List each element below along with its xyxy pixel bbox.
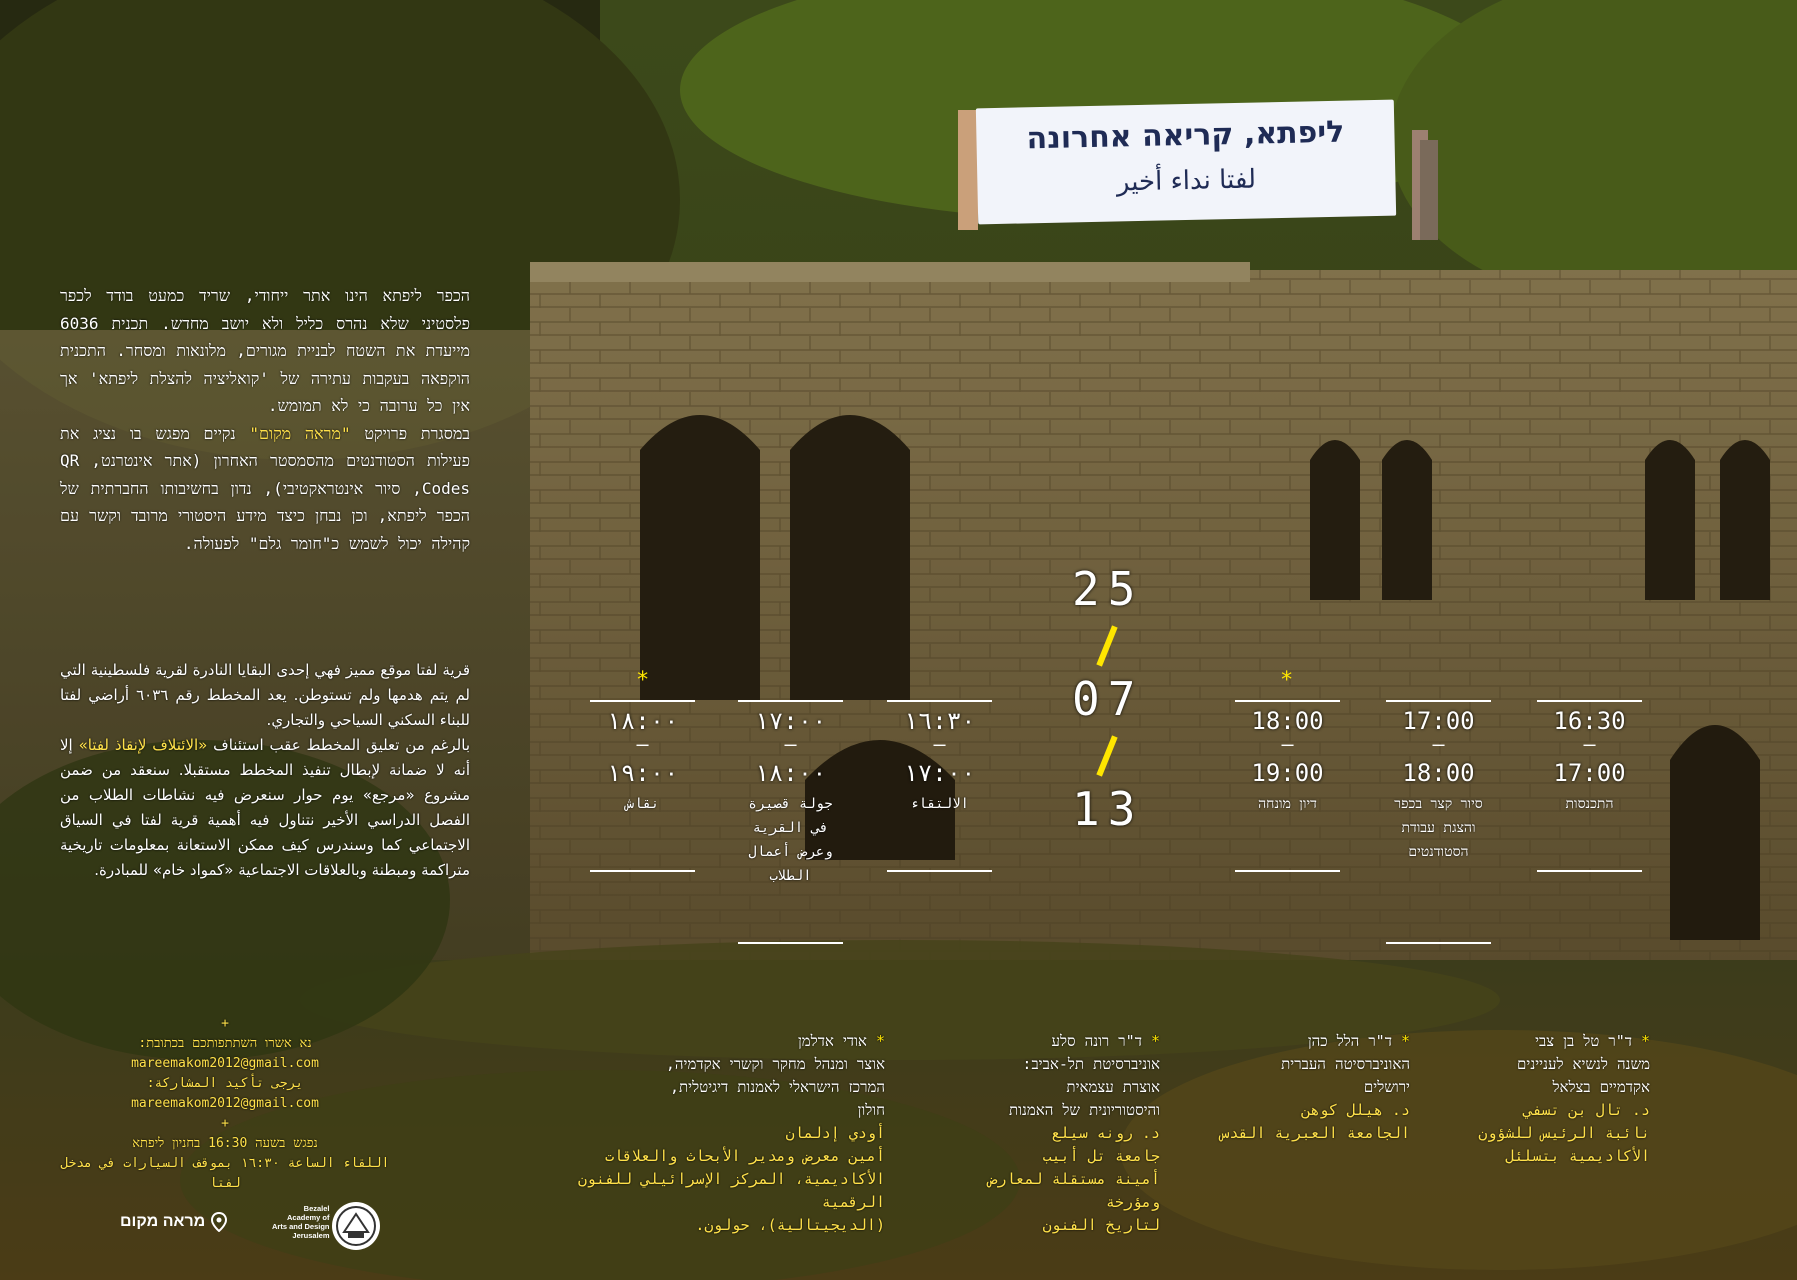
top-rule xyxy=(738,700,843,702)
activity-label: جولة قصيرة في القرية وعرض أعمال الطلاب xyxy=(748,796,833,884)
end-time: ١٧:٠٠ xyxy=(903,759,976,787)
speaker-role: המרכז הישראלי לאמנות דיגיטלית, xyxy=(670,1078,885,1096)
bezalel-logo-text xyxy=(272,1204,330,1240)
intro-arabic xyxy=(60,658,470,883)
end-time: ١٩:٠٠ xyxy=(606,759,679,787)
rsvp-block xyxy=(60,1014,390,1194)
speaker-block xyxy=(1200,1030,1410,1145)
bottom-rule xyxy=(887,870,992,872)
schedule-arabic-item xyxy=(738,700,843,888)
speaker-role-arabic: نائبة الرئيس للشؤون xyxy=(1478,1124,1650,1142)
intro-hebrew-p2b: נקיים מפגש בו נציג את פעילות הסטודנטים מהסמסטר האחרון (אתר אינטרנט, QR Codes, סיור אינטראקטיבי), נדון בחשיבותו החברתית של הכפר ליפתא, וכן נבחן כיצד מידע היסטורי מרובד וקשר עם קהילה יכול לשמש כ"חומר גלם" לפעולה. xyxy=(60,423,470,553)
speaker-role-arabic: (الديجيتالية)، حولون. xyxy=(695,1216,885,1234)
speaker-role-arabic: أودي إدلمان xyxy=(785,1124,885,1142)
academy-line: Arts and Design xyxy=(272,1222,330,1231)
speaker-role-arabic: د. تال بن تسفي xyxy=(1523,1101,1650,1119)
rsvp-email-link[interactable]: mareemakom2012@gmail.com xyxy=(131,1056,319,1071)
schedule-hebrew-item xyxy=(1235,700,1340,816)
speaker-name: ד"ר רונה סלע xyxy=(1051,1032,1142,1050)
bottom-rule xyxy=(1386,942,1491,944)
intro-arabic-p2b: إلا أنه لا ضمانة لإبطال تنفيذ المخطط مستقبلا. سنعقد من ضمن مشروع «مرجع» يوم حوار سنعرض فيه نشاطات الطلاب من الفصل الدراسي الأخير نتناول فيه أهمية قرية لفتا في السياق الاجتماعي كما وسندرس كيف ممكن الاستعانة بمعلومات تاريخية متراكمة ومبطنة وبالعلاقات الاجتماعية «كمواد خام» للمبادرة. xyxy=(60,736,470,879)
time-dash: – xyxy=(1281,732,1294,756)
date-year: 13 xyxy=(1072,782,1144,836)
speaker-role-arabic: الأكاديمية، المركز الإسرائيلي للفنون الرقمية xyxy=(577,1170,885,1211)
end-time: 19:00 xyxy=(1251,759,1324,787)
bottom-rule xyxy=(1537,870,1642,872)
speaker-role-arabic: د. هيلل كوهن xyxy=(1301,1101,1410,1119)
bottom-rule xyxy=(1235,870,1340,872)
speaker-block xyxy=(930,1030,1160,1237)
time-dash: – xyxy=(933,732,946,756)
speaker-role: האוניברסיטה העברית xyxy=(1281,1055,1410,1073)
intro-hebrew-p1: הכפר ליפתא הינו אתר ייחודי, שריד כמעט בודד לכפר פלסטיני שלא נהרס כליל ולא יושב מחדש. תכנית 6036 מייעדת את השטח לבניית מגורים, מלונאות ומסחר. התכנית הוקפאה בעקבות עתירה של 'קואליציה להצלת ליפתא' אך אין כל ערובה כי לא תמומש. xyxy=(60,286,470,415)
activity-label: סיור קצר בכפר והצגת עבודת הסטודנטים xyxy=(1394,796,1483,860)
speaker-name: ד"ר טל בן צבי xyxy=(1535,1032,1632,1050)
star-marker: * xyxy=(636,668,650,693)
end-time: 17:00 xyxy=(1553,759,1626,787)
activity-label: نقاش xyxy=(625,796,660,812)
start-time: 17:00 xyxy=(1402,707,1475,735)
meeting-hebrew: נפגש בשעה 16:30 בחניון ליפתא xyxy=(132,1136,318,1151)
speaker-role: אוצרת עצמאית xyxy=(1066,1078,1160,1096)
academy-line: Jerusalem xyxy=(292,1231,330,1240)
schedule-hebrew-item xyxy=(1386,700,1491,864)
top-rule xyxy=(1537,700,1642,702)
project-logo xyxy=(120,1212,227,1232)
top-rule xyxy=(1386,700,1491,702)
academy-line: Academy of xyxy=(287,1213,330,1222)
time-dash: – xyxy=(784,732,797,756)
speaker-role-arabic: الأكاديمية بتسلئل xyxy=(1505,1147,1650,1165)
plus-divider-2: + xyxy=(221,1116,229,1131)
time-dash: – xyxy=(1583,732,1596,756)
top-rule xyxy=(1235,700,1340,702)
top-rule xyxy=(887,700,992,702)
star-marker: * xyxy=(1400,1032,1410,1050)
time-dash: – xyxy=(1432,732,1445,756)
coalition-highlight: «الائتلاف لإنقاذ لفتا» xyxy=(78,736,208,754)
start-time: 16:30 xyxy=(1553,707,1626,735)
bezalel-emblem-icon xyxy=(330,1200,382,1252)
speaker-role-arabic: الجامعة العبرية القدس xyxy=(1220,1124,1410,1142)
speaker-role: אוצר ומנהל מחקר וקשרי אקדמיה, xyxy=(665,1055,885,1073)
location-pin-icon xyxy=(211,1212,227,1232)
rsvp-arabic: يرجى تأكيد المشاركة: xyxy=(146,1076,304,1091)
schedule-arabic-item xyxy=(590,700,695,816)
speaker-role: אוניברסיטת תל-אביב: xyxy=(1022,1055,1160,1073)
meeting-arabic: اللقاء الساعة ١٦:٣٠ بموقف السيارات في مدخل لفتا xyxy=(60,1156,390,1191)
schedule-hebrew-item xyxy=(1537,700,1642,816)
start-time: ١٧:٠٠ xyxy=(754,707,827,735)
date-month: 07 xyxy=(1072,672,1144,726)
speaker-role: חולון xyxy=(857,1101,885,1119)
activity-label: الالتقاء xyxy=(909,796,969,812)
star-marker: * xyxy=(875,1032,885,1050)
time-dash: – xyxy=(636,732,649,756)
speaker-name: אודי אדלמן xyxy=(797,1032,867,1050)
end-time: ١٨:٠٠ xyxy=(754,759,827,787)
speaker-role: משנה לנשיא לעניינים xyxy=(1517,1055,1650,1073)
activity-label: דיון מונחה xyxy=(1258,796,1317,812)
speaker-role-arabic: جامعة تل أبيب xyxy=(1042,1147,1160,1165)
top-rule xyxy=(590,700,695,702)
speaker-block xyxy=(1440,1030,1650,1168)
intro-hebrew xyxy=(60,282,470,557)
speaker-block xyxy=(560,1030,885,1237)
intro-arabic-p1: قرية لفتا موقع مميز فهي إحدى البقايا النادرة لقرية فلسطينية التي لم يتم هدمها ولم تستوطن. يعد المخطط رقم ٦٠٣٦ أراضي لفتا للبناء السكني السياحي والتجاري. xyxy=(60,661,470,729)
academy-line: Bezalel xyxy=(303,1204,330,1213)
speaker-role: אקדמיים בצלאל xyxy=(1552,1078,1650,1096)
rsvp-email-link-2[interactable]: mareemakom2012@gmail.com xyxy=(131,1096,319,1111)
speaker-role-arabic: د. رونه سيلع xyxy=(1051,1124,1160,1142)
star-marker: * xyxy=(1150,1032,1160,1050)
speaker-role: ירושלים xyxy=(1363,1078,1410,1096)
intro-arabic-p2a: بالرغم من تعليق المخطط عقب استئناف xyxy=(207,736,470,754)
start-time: 18:00 xyxy=(1251,707,1324,735)
start-time: ١٨:٠٠ xyxy=(606,707,679,735)
speaker-role-arabic: أمينة مستقلة لمعارض ومؤرخة xyxy=(988,1170,1160,1211)
schedule-arabic-item xyxy=(887,700,992,816)
star-marker: * xyxy=(1280,668,1294,693)
speaker-role-arabic: لتاريخ الفنون xyxy=(1042,1216,1160,1234)
protest-banner xyxy=(976,100,1396,225)
bottom-rule xyxy=(590,870,695,872)
date-day: 25 xyxy=(1072,562,1144,616)
project-name-highlight: "מראה מקום" xyxy=(249,423,351,443)
rsvp-hebrew: נא אשרו השתתפותכם בכתובת: xyxy=(138,1036,312,1051)
intro-hebrew-p2a: במסגרת פרויקט xyxy=(350,423,471,443)
speaker-role-arabic: أمين معرض ومدير الأبحاث والعلاقات xyxy=(605,1147,885,1165)
banner-arabic-text: لفتا نداء أخير xyxy=(1116,164,1257,198)
bottom-rule xyxy=(738,942,843,944)
start-time: ١٦:٣٠ xyxy=(903,707,976,735)
project-logo-text: מראה מקום xyxy=(120,1213,206,1230)
activity-label: התכנסות xyxy=(1565,796,1614,812)
plus-divider: + xyxy=(221,1016,229,1031)
end-time: 18:00 xyxy=(1402,759,1475,787)
speaker-role: והיסטוריונית של האמנות xyxy=(1008,1101,1160,1119)
banner-hebrew-text: ליפתא, קריאה אחרונה xyxy=(1026,114,1345,157)
star-marker: * xyxy=(1640,1032,1650,1050)
speaker-name: ד"ר הלל כהן xyxy=(1307,1032,1392,1050)
